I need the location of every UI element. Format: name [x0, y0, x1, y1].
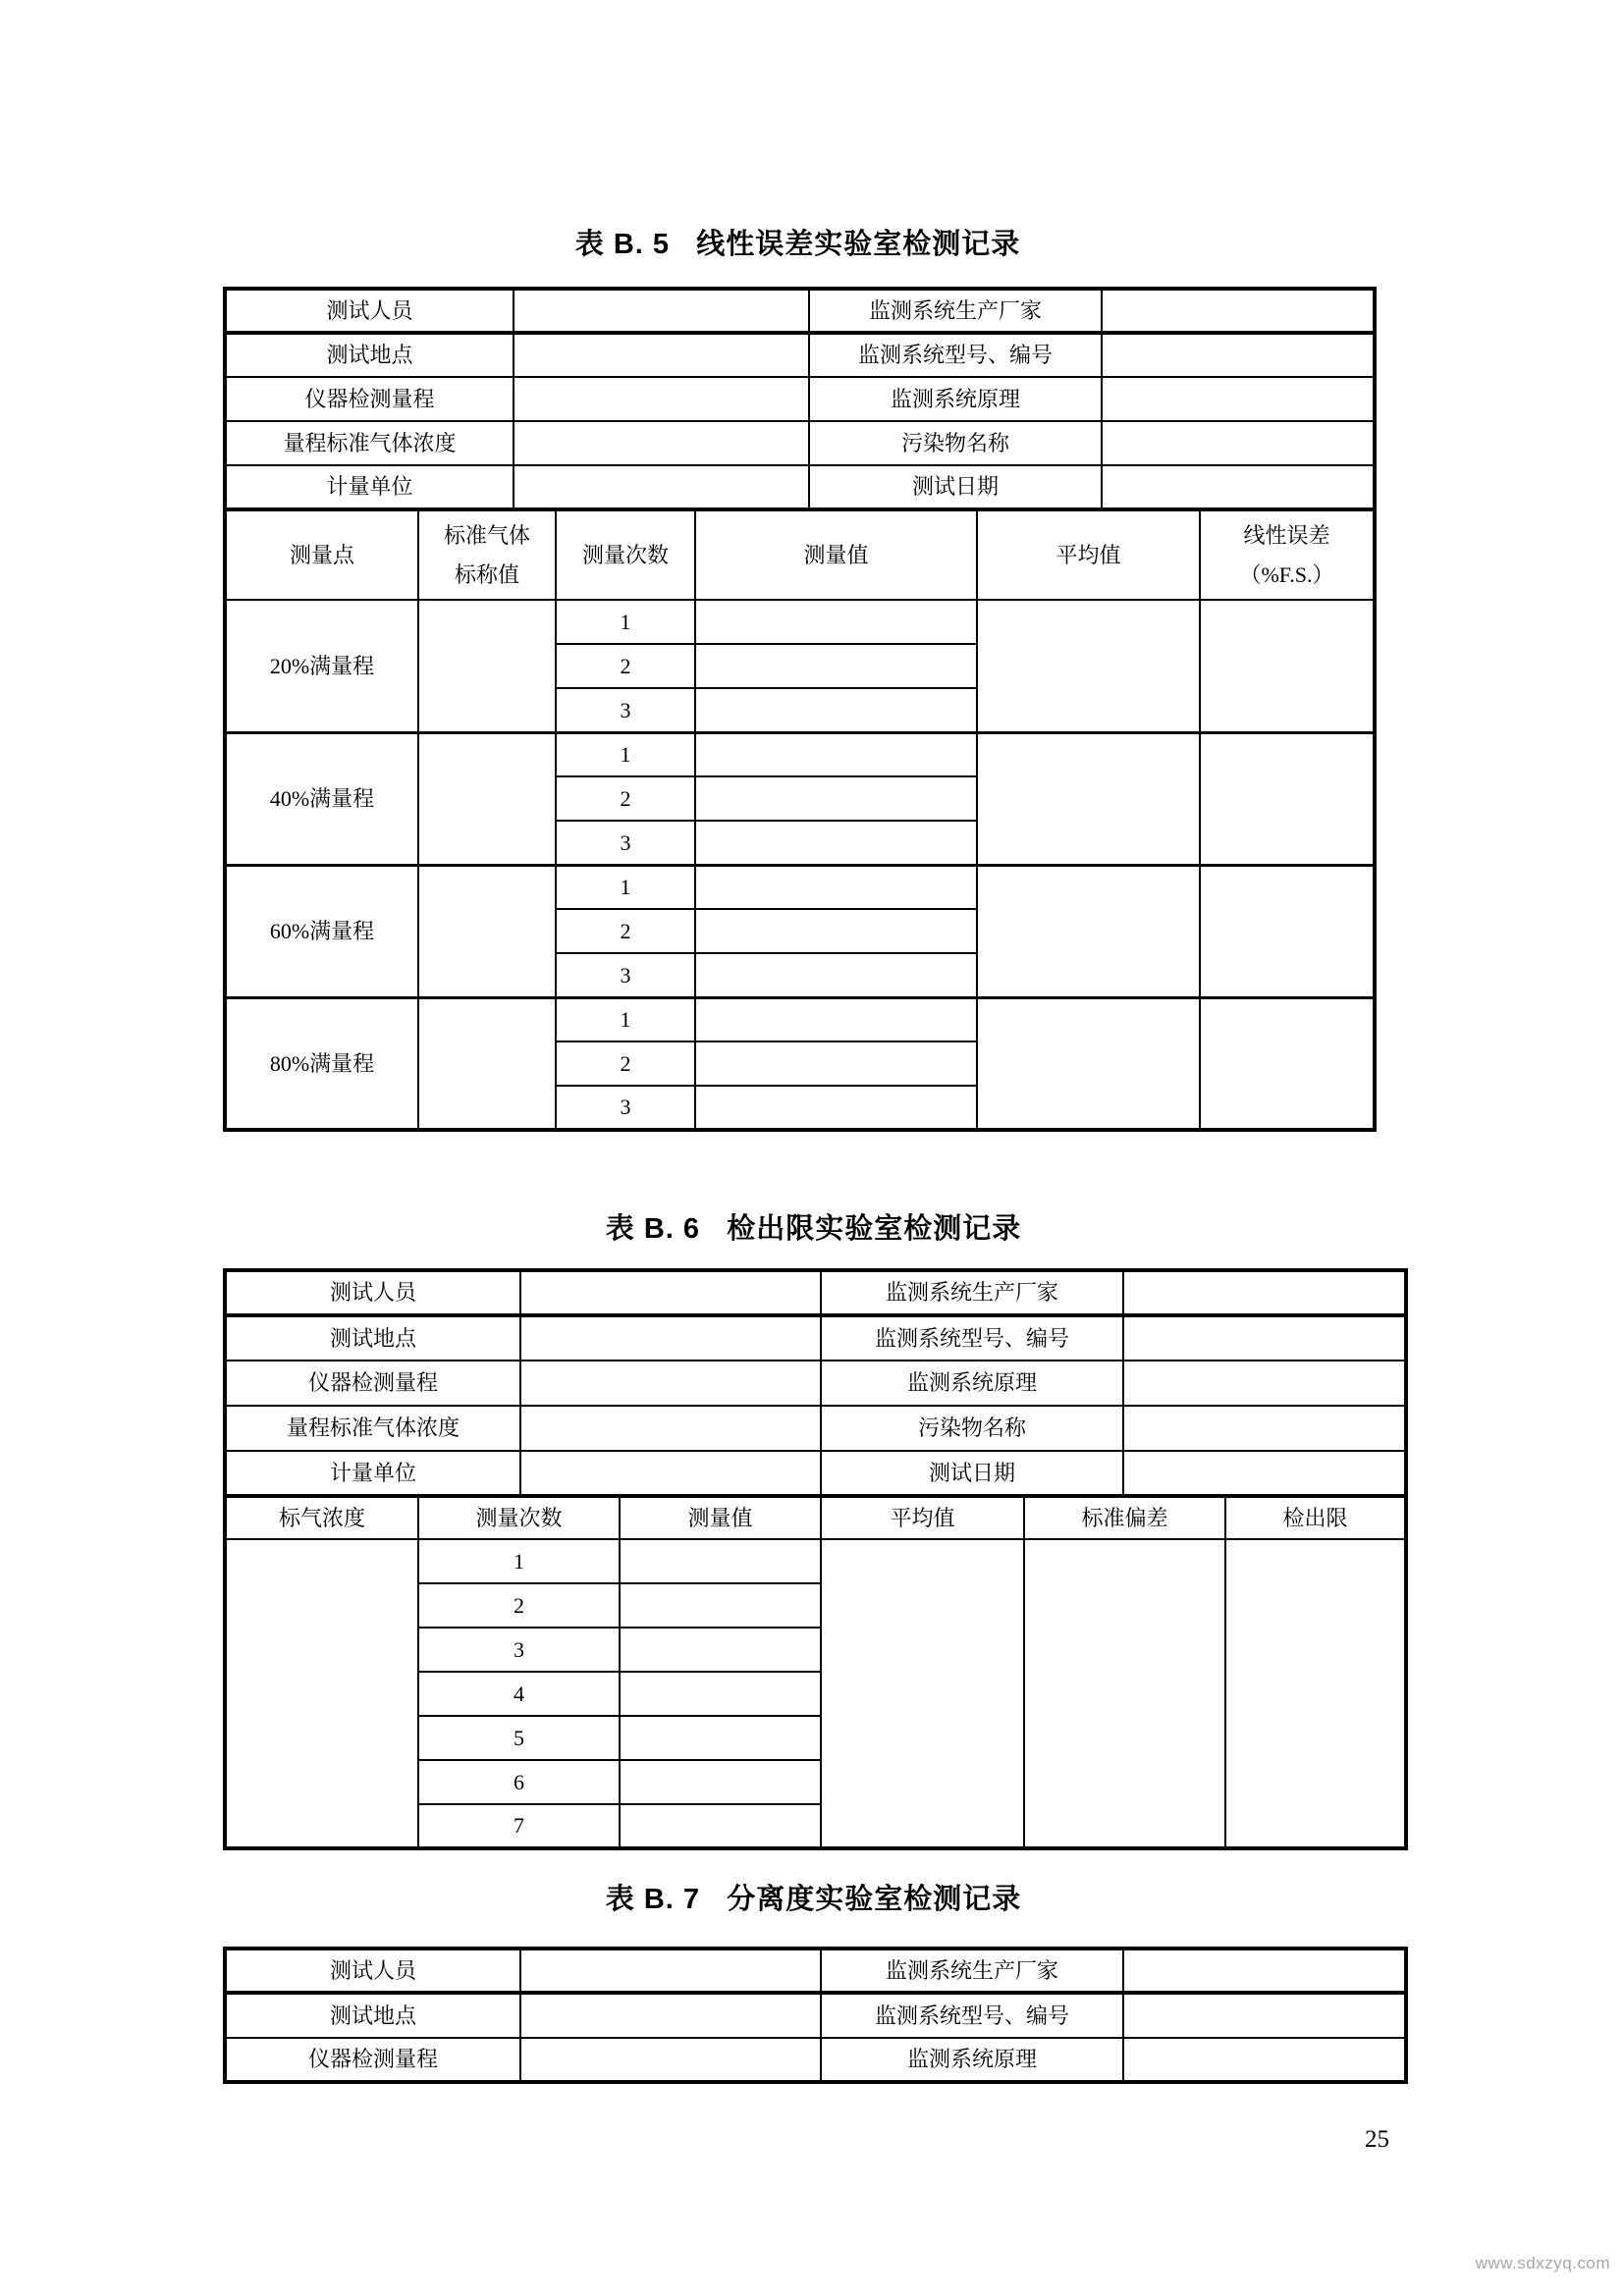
info-label-cell: 计量单位: [225, 1451, 520, 1496]
table-b5: [223, 287, 1373, 1132]
column-header: 测量值: [695, 511, 977, 600]
info-value-cell: [520, 1949, 821, 1993]
info-value-cell: [514, 465, 809, 509]
info-label-cell: 监测系统生产厂家: [821, 1270, 1123, 1315]
run-number-cell: 2: [418, 1583, 620, 1628]
info-value-cell: [1123, 1406, 1406, 1451]
info-value-cell: [520, 1993, 821, 2038]
measured-value-cell: [695, 1086, 977, 1130]
average-value-cell: [977, 865, 1200, 997]
table-b7-title: 表 B. 7 分离度实验室检测记录: [605, 1884, 1022, 1915]
measured-value-cell: [695, 821, 977, 865]
run-number-cell: 2: [556, 1041, 695, 1086]
measured-value-cell: [620, 1628, 821, 1672]
info-row: [225, 1993, 1406, 2038]
info-value-cell: [1123, 1451, 1406, 1496]
measure-point-cell: 40%满量程: [225, 732, 418, 865]
run-number-cell: 5: [418, 1716, 620, 1760]
column-header: 测量次数: [418, 1498, 620, 1539]
info-value-cell: [1123, 2038, 1406, 2082]
info-value-cell: [514, 421, 809, 465]
page-number: 25: [1365, 2126, 1389, 2153]
measure-row: [225, 997, 1375, 1041]
info-value-cell: [1102, 421, 1375, 465]
measure-point-cell: 80%满量程: [225, 997, 418, 1130]
measured-value-cell: [695, 953, 977, 997]
info-label-cell: 监测系统原理: [809, 377, 1102, 421]
info-value-cell: [1102, 333, 1375, 377]
info-value-cell: [1102, 289, 1375, 333]
linearity-error-cell: [1200, 732, 1375, 865]
column-header: 测量点: [225, 511, 418, 600]
info-value-cell: [520, 1451, 821, 1496]
info-row: [225, 1949, 1406, 1993]
column-header: 标气浓度: [225, 1498, 418, 1539]
info-label-cell: 监测系统型号、编号: [821, 1315, 1123, 1361]
info-row: [225, 2038, 1406, 2082]
info-value-cell: [520, 1361, 821, 1406]
column-header: 标准偏差: [1024, 1498, 1225, 1539]
info-value-cell: [520, 1406, 821, 1451]
measured-value-cell: [620, 1672, 821, 1716]
column-header-line: 线性误差: [1243, 522, 1330, 548]
info-value-cell: [514, 333, 809, 377]
linearity-error-cell: [1200, 600, 1375, 732]
info-label-cell: 测试地点: [225, 333, 514, 377]
run-number-cell: 2: [556, 644, 695, 688]
run-number-cell: 3: [556, 688, 695, 732]
info-value-cell: [520, 1270, 821, 1315]
column-header: 测量次数: [556, 511, 695, 600]
average-value-cell: [977, 997, 1200, 1130]
info-label-cell: 量程标准气体浓度: [225, 1406, 520, 1451]
info-label-cell: 测试日期: [821, 1451, 1123, 1496]
info-value-cell: [520, 2038, 821, 2082]
table-b7: [223, 1947, 1404, 2084]
column-header: 平均值: [977, 511, 1200, 600]
linearity-error-cell: [1200, 865, 1375, 997]
column-header: 平均值: [821, 1498, 1024, 1539]
column-header-line: （%F.S.）: [1239, 561, 1334, 587]
measured-value-cell: [695, 600, 977, 644]
column-header: 检出限: [1225, 1498, 1406, 1539]
column-header: 测量值: [620, 1498, 821, 1539]
column-header-line: 标称值: [454, 561, 519, 587]
average-value-cell: [821, 1539, 1024, 1848]
detection-limit-cell: [1225, 1539, 1406, 1848]
run-number-cell: 2: [556, 909, 695, 953]
watermark: www.sdxzyq.com: [1475, 2254, 1610, 2272]
info-value-cell: [1102, 377, 1375, 421]
info-row: [225, 1270, 1406, 1315]
table-b7-info: [223, 1947, 1408, 2084]
info-label-cell: 仪器检测量程: [225, 2038, 520, 2082]
measure-header-row: [225, 511, 1375, 600]
measured-value-cell: [620, 1716, 821, 1760]
info-label-cell: 测试地点: [225, 1993, 520, 2038]
run-number-cell: 3: [556, 821, 695, 865]
info-label-cell: 监测系统型号、编号: [809, 333, 1102, 377]
info-label-cell: 计量单位: [225, 465, 514, 509]
info-value-cell: [1102, 465, 1375, 509]
measured-value-cell: [695, 776, 977, 821]
run-number-cell: 4: [418, 1672, 620, 1716]
info-label-cell: 仪器检测量程: [225, 1361, 520, 1406]
nominal-value-cell: [418, 865, 556, 997]
measured-value-cell: [695, 732, 977, 776]
info-row: [225, 1451, 1406, 1496]
info-row: [225, 1361, 1406, 1406]
measured-value-cell: [695, 1041, 977, 1086]
info-value-cell: [1123, 1993, 1406, 2038]
nominal-value-cell: [418, 997, 556, 1130]
table-b5-info: [223, 287, 1377, 511]
table-b6-title: 表 B. 6 检出限实验室检测记录: [605, 1213, 1022, 1245]
measured-value-cell: [695, 644, 977, 688]
info-value-cell: [520, 1315, 821, 1361]
info-value-cell: [1123, 1270, 1406, 1315]
table-b6-measurements: [223, 1498, 1408, 1850]
column-header-line: 标准气体: [443, 522, 530, 548]
table-b6: [223, 1268, 1404, 1850]
info-row: [225, 1406, 1406, 1451]
average-value-cell: [977, 600, 1200, 732]
measured-value-cell: [695, 997, 977, 1041]
info-label-cell: 监测系统原理: [821, 1361, 1123, 1406]
info-value-cell: [1123, 1949, 1406, 1993]
info-label-cell: 污染物名称: [821, 1406, 1123, 1451]
info-row: [225, 377, 1375, 421]
measure-point-cell: 20%满量程: [225, 600, 418, 732]
measure-row: [225, 1539, 1406, 1583]
measured-value-cell: [695, 688, 977, 732]
info-label-cell: 监测系统生产厂家: [809, 289, 1102, 333]
table-b5-title: 表 B. 5 线性误差实验室检测记录: [574, 229, 1021, 260]
measure-header-row: [225, 1498, 1406, 1539]
run-number-cell: 1: [556, 600, 695, 644]
span-gas-concentration-cell: [225, 1539, 418, 1848]
measure-row: [225, 732, 1375, 776]
column-header: [1200, 511, 1375, 600]
measure-row: [225, 600, 1375, 644]
measure-row: [225, 865, 1375, 909]
info-label-cell: 仪器检测量程: [225, 377, 514, 421]
measured-value-cell: [620, 1760, 821, 1804]
info-label-cell: 测试日期: [809, 465, 1102, 509]
run-number-cell: 1: [556, 732, 695, 776]
measured-value-cell: [620, 1539, 821, 1583]
table-b6-info: [223, 1268, 1408, 1498]
info-row: [225, 289, 1375, 333]
info-value-cell: [1123, 1315, 1406, 1361]
measured-value-cell: [620, 1804, 821, 1848]
linearity-error-cell: [1200, 997, 1375, 1130]
info-label-cell: 测试人员: [225, 1949, 520, 1993]
run-number-cell: 3: [556, 953, 695, 997]
nominal-value-cell: [418, 732, 556, 865]
info-row: [225, 333, 1375, 377]
run-number-cell: 6: [418, 1760, 620, 1804]
average-value-cell: [977, 732, 1200, 865]
measured-value-cell: [695, 865, 977, 909]
info-label-cell: 测试人员: [225, 289, 514, 333]
info-value-cell: [1123, 1361, 1406, 1406]
measure-point-cell: 60%满量程: [225, 865, 418, 997]
run-number-cell: 1: [556, 865, 695, 909]
column-header: [418, 511, 556, 600]
info-label-cell: 量程标准气体浓度: [225, 421, 514, 465]
run-number-cell: 3: [556, 1086, 695, 1130]
measured-value-cell: [695, 909, 977, 953]
run-number-cell: 1: [418, 1539, 620, 1583]
info-row: [225, 1315, 1406, 1361]
info-label-cell: 测试地点: [225, 1315, 520, 1361]
info-row: [225, 465, 1375, 509]
info-row: [225, 421, 1375, 465]
run-number-cell: 3: [418, 1628, 620, 1672]
standard-deviation-cell: [1024, 1539, 1225, 1848]
info-label-cell: 监测系统生产厂家: [821, 1949, 1123, 1993]
run-number-cell: 1: [556, 997, 695, 1041]
run-number-cell: 7: [418, 1804, 620, 1848]
info-label-cell: 污染物名称: [809, 421, 1102, 465]
info-value-cell: [514, 289, 809, 333]
info-label-cell: 监测系统原理: [821, 2038, 1123, 2082]
measured-value-cell: [620, 1583, 821, 1628]
run-number-cell: 2: [556, 776, 695, 821]
table-b5-measurements: [223, 511, 1377, 1132]
nominal-value-cell: [418, 600, 556, 732]
info-value-cell: [514, 377, 809, 421]
info-label-cell: 测试人员: [225, 1270, 520, 1315]
info-label-cell: 监测系统型号、编号: [821, 1993, 1123, 2038]
